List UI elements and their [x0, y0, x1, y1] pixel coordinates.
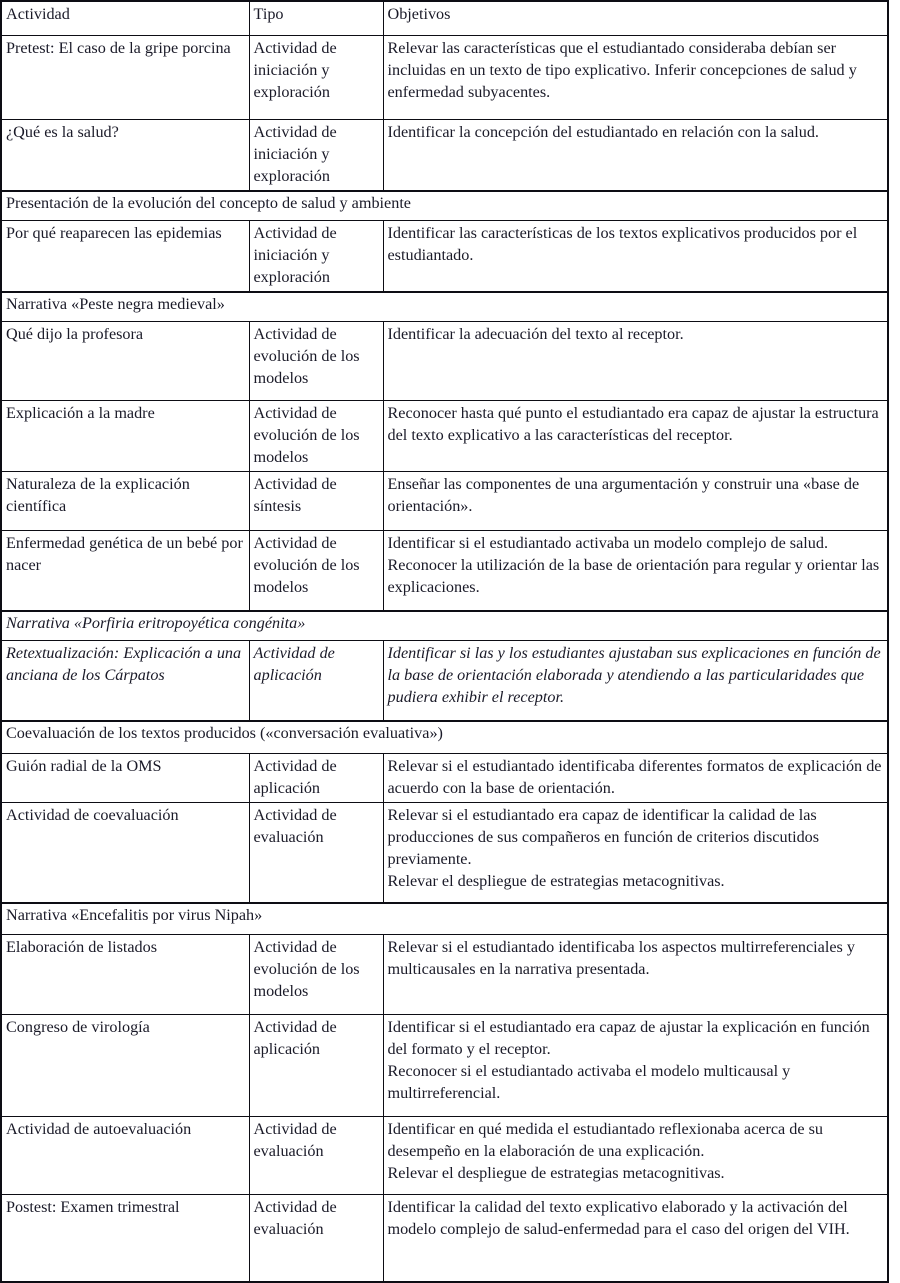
type-cell — [249, 641, 383, 722]
activity-cell-line: Retextualización: Explicación a una anciana de los Cárpatos — [6, 644, 242, 684]
objectives-cell-line: Reconocer hasta qué punto el estudiantado era capaz de ajustar la estructura del texto explicativo a las características del receptor. — [387, 404, 879, 444]
objectives-cell-line: Enseñar las componentes de una argumentación y construir una «base de orientación». — [387, 475, 860, 515]
objectives-cell — [383, 401, 888, 472]
objectives-cell-line: Identificar la adecuación del texto al receptor. — [387, 325, 684, 343]
type-cell — [249, 221, 383, 293]
type-cell — [249, 934, 383, 1014]
type-cell-line: Actividad de evolución de los modelos — [253, 937, 360, 1000]
objectives-cell-line: Relevar el despliegue de estrategias metacognitivas. — [387, 1163, 725, 1182]
type-cell-line: Actividad de evaluación — [253, 1197, 337, 1238]
section-banner-label: Presentación de la evolución del concepto de salud y ambiente — [1, 191, 888, 221]
objectives-cell — [383, 1116, 888, 1194]
objectives-cell — [383, 531, 888, 612]
table-row — [1, 120, 888, 192]
table-row — [1, 802, 888, 903]
type-cell — [249, 401, 383, 472]
type-cell — [249, 1116, 383, 1194]
section-banner-label: Narrativa «Porfiria eritropoyética congénita» — [1, 611, 888, 641]
objectives-cell-line: Identificar la calidad del texto explicativo elaborado y la activación del modelo complejo de salud-enfermedad para el caso del origen del VIH. — [387, 1197, 850, 1238]
objectives-cell-line: Relevar las características que el estudiantado consideraba debían ser incluidas en un texto de tipo explicativo. Inferir concepciones de salud y enfermedad subyacentes. — [387, 39, 857, 101]
column-header-actividad: Actividad — [1, 1, 249, 36]
table-row — [1, 322, 888, 401]
objectives-cell-line: Relevar si el estudiantado identificaba diferentes formatos de explicación de acuerdo con la base de orientación. — [387, 757, 882, 797]
activity-cell-line: Por qué reaparecen las epidemias — [6, 224, 222, 242]
activity-cell — [1, 934, 249, 1014]
section-banner-row — [1, 721, 888, 754]
activity-cell — [1, 1014, 249, 1116]
type-cell-line: Actividad de evolución de los modelos — [253, 325, 360, 387]
objectives-cell — [383, 754, 888, 803]
activity-cell-line: Naturaleza de la explicación científica — [6, 475, 190, 515]
activity-cell — [1, 472, 249, 531]
type-cell — [249, 802, 383, 903]
activity-cell-line: Actividad de autoevaluación — [6, 1119, 192, 1138]
activity-cell-line: Enfermedad genética de un bebé por nacer — [6, 534, 243, 574]
activity-cell — [1, 641, 249, 722]
activity-cell-line: Congreso de virología — [6, 1017, 150, 1036]
activity-cell — [1, 401, 249, 472]
type-cell-line: Actividad de evaluación — [253, 1119, 337, 1160]
table-header-row — [1, 1, 888, 36]
table-row — [1, 1194, 888, 1282]
type-cell — [249, 1194, 383, 1282]
type-cell — [249, 120, 383, 192]
section-banner-row — [1, 611, 888, 641]
type-cell-line: Actividad de aplicación — [253, 1017, 337, 1058]
type-cell-line: Actividad de aplicación — [253, 757, 337, 797]
objectives-cell-line: Relevar si el estudiantado era capaz de identificar la calidad de las producciones de sus compañeros en función de criterios discutidos previamente. — [387, 805, 820, 868]
objectives-cell — [383, 1194, 888, 1282]
objectives-cell-line: Identificar si el estudiantado activaba un modelo complejo de salud. Reconocer la utilización de la base de orientación para regular y orientar las explicaciones. — [387, 534, 880, 596]
table-row — [1, 401, 888, 472]
section-banner-row — [1, 903, 888, 935]
type-cell-line: Actividad de iniciación y exploración — [253, 123, 337, 185]
objectives-cell — [383, 221, 888, 293]
objectives-cell-line: Identificar las características de los textos explicativos producidos por el estudiantado. — [387, 224, 858, 264]
objectives-cell-line: Identificar si las y los estudiantes ajustaban sus explicaciones en función de la base de orientación elaborada y atendiendo a las particularidades que pudiera exhibir el receptor. — [387, 644, 881, 706]
activity-cell — [1, 120, 249, 192]
type-cell-line: Actividad de evaluación — [253, 805, 337, 846]
type-cell-line: Actividad de evolución de los modelos — [253, 404, 360, 466]
objectives-cell-line: Identificar en qué medida el estudiantado reflexionaba acerca de su desempeño en la elaboración de una explicación. — [387, 1119, 823, 1160]
activity-cell — [1, 221, 249, 293]
type-cell-line: Actividad de síntesis — [253, 475, 337, 515]
section-banner-row — [1, 191, 888, 221]
table-row — [1, 531, 888, 612]
type-cell — [249, 36, 383, 120]
table-row — [1, 1116, 888, 1194]
section-banner-label: Coevaluación de los textos producidos («conversación evaluativa») — [1, 721, 888, 754]
activity-cell-line: Elaboración de listados — [6, 937, 158, 956]
table-row — [1, 1014, 888, 1116]
type-cell — [249, 754, 383, 803]
table-row — [1, 934, 888, 1014]
activity-cell — [1, 802, 249, 903]
objectives-cell — [383, 1014, 888, 1116]
activity-cell-line: Qué dijo la profesora — [6, 325, 144, 343]
activity-cell-line: Guión radial de la OMS — [6, 757, 162, 775]
objectives-cell-line: Relevar el despliegue de estrategias metacognitivas. — [387, 871, 725, 890]
objectives-cell-line: Identificar si el estudiantado era capaz de ajustar la explicación en función del formato y el receptor. — [387, 1017, 870, 1058]
activity-cell — [1, 1116, 249, 1194]
table-row — [1, 36, 888, 120]
objectives-cell-line: Relevar si el estudiantado identificaba los aspectos multirreferenciales y multicausales en la narrativa presentada. — [387, 937, 855, 978]
type-cell-line: Actividad de evolución de los modelos — [253, 534, 360, 596]
activity-cell-line: Explicación a la madre — [6, 404, 155, 422]
table-row — [1, 221, 888, 293]
activity-cell — [1, 36, 249, 120]
type-cell-line: Actividad de iniciación y exploración — [253, 224, 337, 286]
section-banner-row — [1, 292, 888, 322]
section-banner-label: Narrativa «Encefalitis por virus Nipah» — [1, 903, 888, 935]
type-cell — [249, 531, 383, 612]
column-header-tipo: Tipo — [249, 1, 383, 36]
type-cell — [249, 472, 383, 531]
activity-cell — [1, 1194, 249, 1282]
objectives-cell — [383, 36, 888, 120]
activities-table-body — [1, 1, 888, 1282]
section-banner-label: Narrativa «Peste negra medieval» — [1, 292, 888, 322]
table-row — [1, 641, 888, 722]
activity-cell-line: Pretest: El caso de la gripe porcina — [6, 39, 231, 57]
objectives-cell — [383, 472, 888, 531]
activity-cell — [1, 754, 249, 803]
type-cell — [249, 322, 383, 401]
activity-cell-line: Actividad de coevaluación — [6, 805, 179, 824]
objectives-cell — [383, 641, 888, 722]
type-cell — [249, 1014, 383, 1116]
type-cell-line: Actividad de aplicación — [253, 644, 335, 684]
activity-cell — [1, 531, 249, 612]
objectives-cell — [383, 802, 888, 903]
table-row — [1, 472, 888, 531]
objectives-cell — [383, 934, 888, 1014]
objectives-cell — [383, 120, 888, 192]
activity-cell — [1, 322, 249, 401]
activity-cell-line: Postest: Examen trimestral — [6, 1197, 180, 1216]
type-cell-line: Actividad de iniciación y exploración — [253, 39, 337, 101]
table-row — [1, 754, 888, 803]
objectives-cell — [383, 322, 888, 401]
column-header-objetivos: Objetivos — [383, 1, 888, 36]
objectives-cell-line: Identificar la concepción del estudiantado en relación con la salud. — [387, 123, 819, 141]
objectives-cell-line: Reconocer si el estudiantado activaba el modelo multicausal y multirreferencial. — [387, 1061, 791, 1102]
activity-cell-line: ¿Qué es la salud? — [6, 123, 119, 141]
